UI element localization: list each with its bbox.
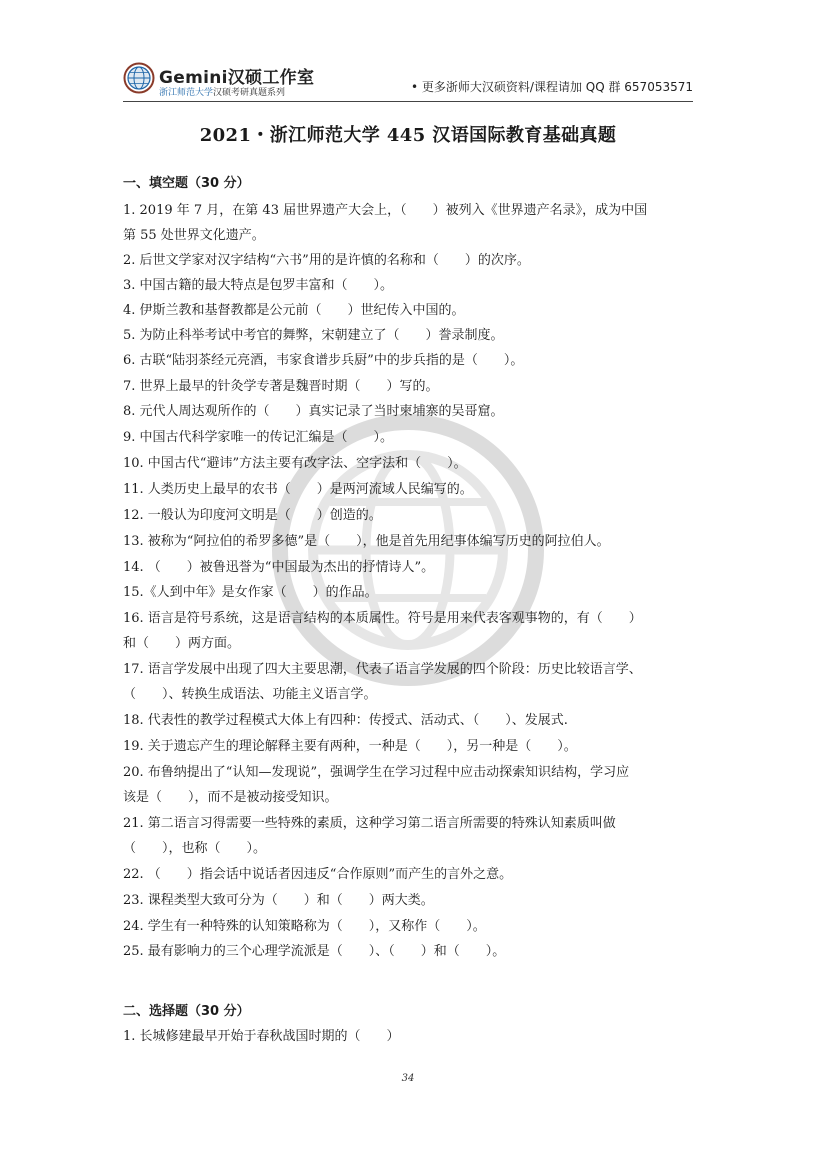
question-line: 5. 为防止科举考试中考官的舞弊，宋朝建立了（ ）誊录制度。 [123,328,504,343]
question-line: 和（ ）两方面。 [123,636,241,651]
question-line: 22. （ ）指会话中说话者因违反“合作原则”而产生的言外之意。 [123,867,513,882]
brand-subtitle-school: 浙江师范大学 [159,88,214,98]
question-item [123,862,698,887]
brand-subtitle [159,85,285,98]
question-item [123,708,698,733]
section-heading-fill-in: 一、填空题（30 分） [123,176,250,191]
question-item [123,939,698,964]
question-line: 25. 最有影响力的三个心理学流派是（ ）、（ ）和（ ）。 [123,944,506,959]
question-line: 20. 布鲁纳提出了“认知—发现说”，强调学生在学习过程中应击动探索知识结构，学习应 [123,765,630,780]
brand-name: Gemini汉硕工作室 [159,68,315,88]
question-item [123,760,698,810]
question-line: 第 55 处世界文化遗产。 [123,228,265,243]
question-item [123,273,698,298]
question-item [123,555,698,580]
question-line: 4. 伊斯兰教和基督教都是公元前（ ）世纪传入中国的。 [123,303,465,318]
globe-logo-icon [123,62,155,94]
question-line: 7. 世界上最早的针灸学专著是魏晋时期（ ）写的。 [123,379,439,394]
header-contact-note: • 更多浙师大汉硕资料/课程请加 QQ 群 657053571 [411,80,693,94]
page-header [123,62,693,102]
question-line: 16. 语言是符号系统，这是语言结构的本质属性。符号是用来代表客观事物的，有（ ） [123,611,642,626]
question-item [123,348,698,373]
question-item [123,503,698,528]
question-item [123,734,698,759]
page-number: 34 [401,1073,415,1084]
question-line: 15.《人到中年》是女作家（ ）的作品。 [123,585,378,600]
question-item [123,374,698,399]
question-line: 8. 元代人周达观所作的（ ）真实记录了当时柬埔寨的吴哥窟。 [123,404,504,419]
question-item [123,451,698,476]
question-item [123,477,698,502]
question-item [123,914,698,939]
question-line: 12. 一般认为印度河文明是（ ）创造的。 [123,508,382,523]
question-line: 6. 古联“陆羽茶经元亮酒，韦家食谱步兵厨”中的步兵指的是（ ）。 [123,353,524,368]
section-heading-multiple-choice: 二、选择题（30 分） [123,1004,250,1019]
question-line: 3. 中国古籍的最大特点是包罗丰富和（ ）。 [123,278,394,293]
question-item [123,657,698,707]
question-line: 1. 2019 年 7 月，在第 43 届世界遗产大会上，（ ）被列入《世界遗产名录》，成为中国 [123,203,648,218]
question-line: 18. 代表性的教学过程模式大体上有四种：传授式、活动式、（ ）、发展式. [123,713,568,728]
question-item [123,606,698,656]
question-item [123,580,698,605]
header-divider [123,101,693,102]
question-line: 11. 人类历史上最早的农书（ ）是两河流域人民编写的。 [123,482,473,497]
question-item [123,323,698,348]
brand-subtitle-series: 汉硕考研真题系列 [213,88,286,98]
question-item [123,425,698,450]
question-line: 10. 中国古代“避讳”方法主要有改字法、空字法和（ ）。 [123,456,467,471]
question-item [123,529,698,554]
question-line: 21. 第二语言习得需要一些特殊的素质，这种学习第二语言所需要的特殊认知素质叫做 [123,816,616,831]
page-title: 2021・浙江师范大学 445 汉语国际教育基础真题 [199,125,617,146]
question-line: 24. 学生有一种特殊的认知策略称为（ ），又称作（ ）。 [123,919,486,934]
question-line: 17. 语言学发展中出现了四大主要思潮，代表了语言学发展的四个阶段：历史比较语言学、 [123,662,642,677]
question-line: 该是（ ），而不是被动接受知识。 [123,790,338,805]
question-item [123,198,698,248]
question-line: 2. 后世文学家对汉字结构“六书”用的是许慎的名称和（ ）的次序。 [123,253,530,268]
question-item [123,811,698,861]
question-item [123,1024,698,1049]
question-line: 13. 被称为“阿拉伯的希罗多德”是（ ），他是首先用纪事体编写历史的阿拉伯人。 [123,534,610,549]
question-line: 23. 课程类型大致可分为（ ）和（ ）两大类。 [123,893,434,908]
question-line: 19. 关于遗忘产生的理论解释主要有两种，一种是（ ），另一种是（ ）。 [123,739,577,754]
question-line: （ ）、转换生成语法、功能主义语言学。 [123,687,377,702]
question-item [123,888,698,913]
question-line: 1. 长城修建最早开始于春秋战国时期的（ ） [123,1029,400,1044]
question-line: 9. 中国古代科学家唯一的传记汇编是（ ）。 [123,430,394,445]
question-item [123,298,698,323]
question-item [123,248,698,273]
question-line: 14. （ ）被鲁迅誉为“中国最为杰出的抒情诗人”。 [123,560,435,575]
question-line: （ ），也称（ ）。 [123,841,267,856]
question-item [123,399,698,424]
